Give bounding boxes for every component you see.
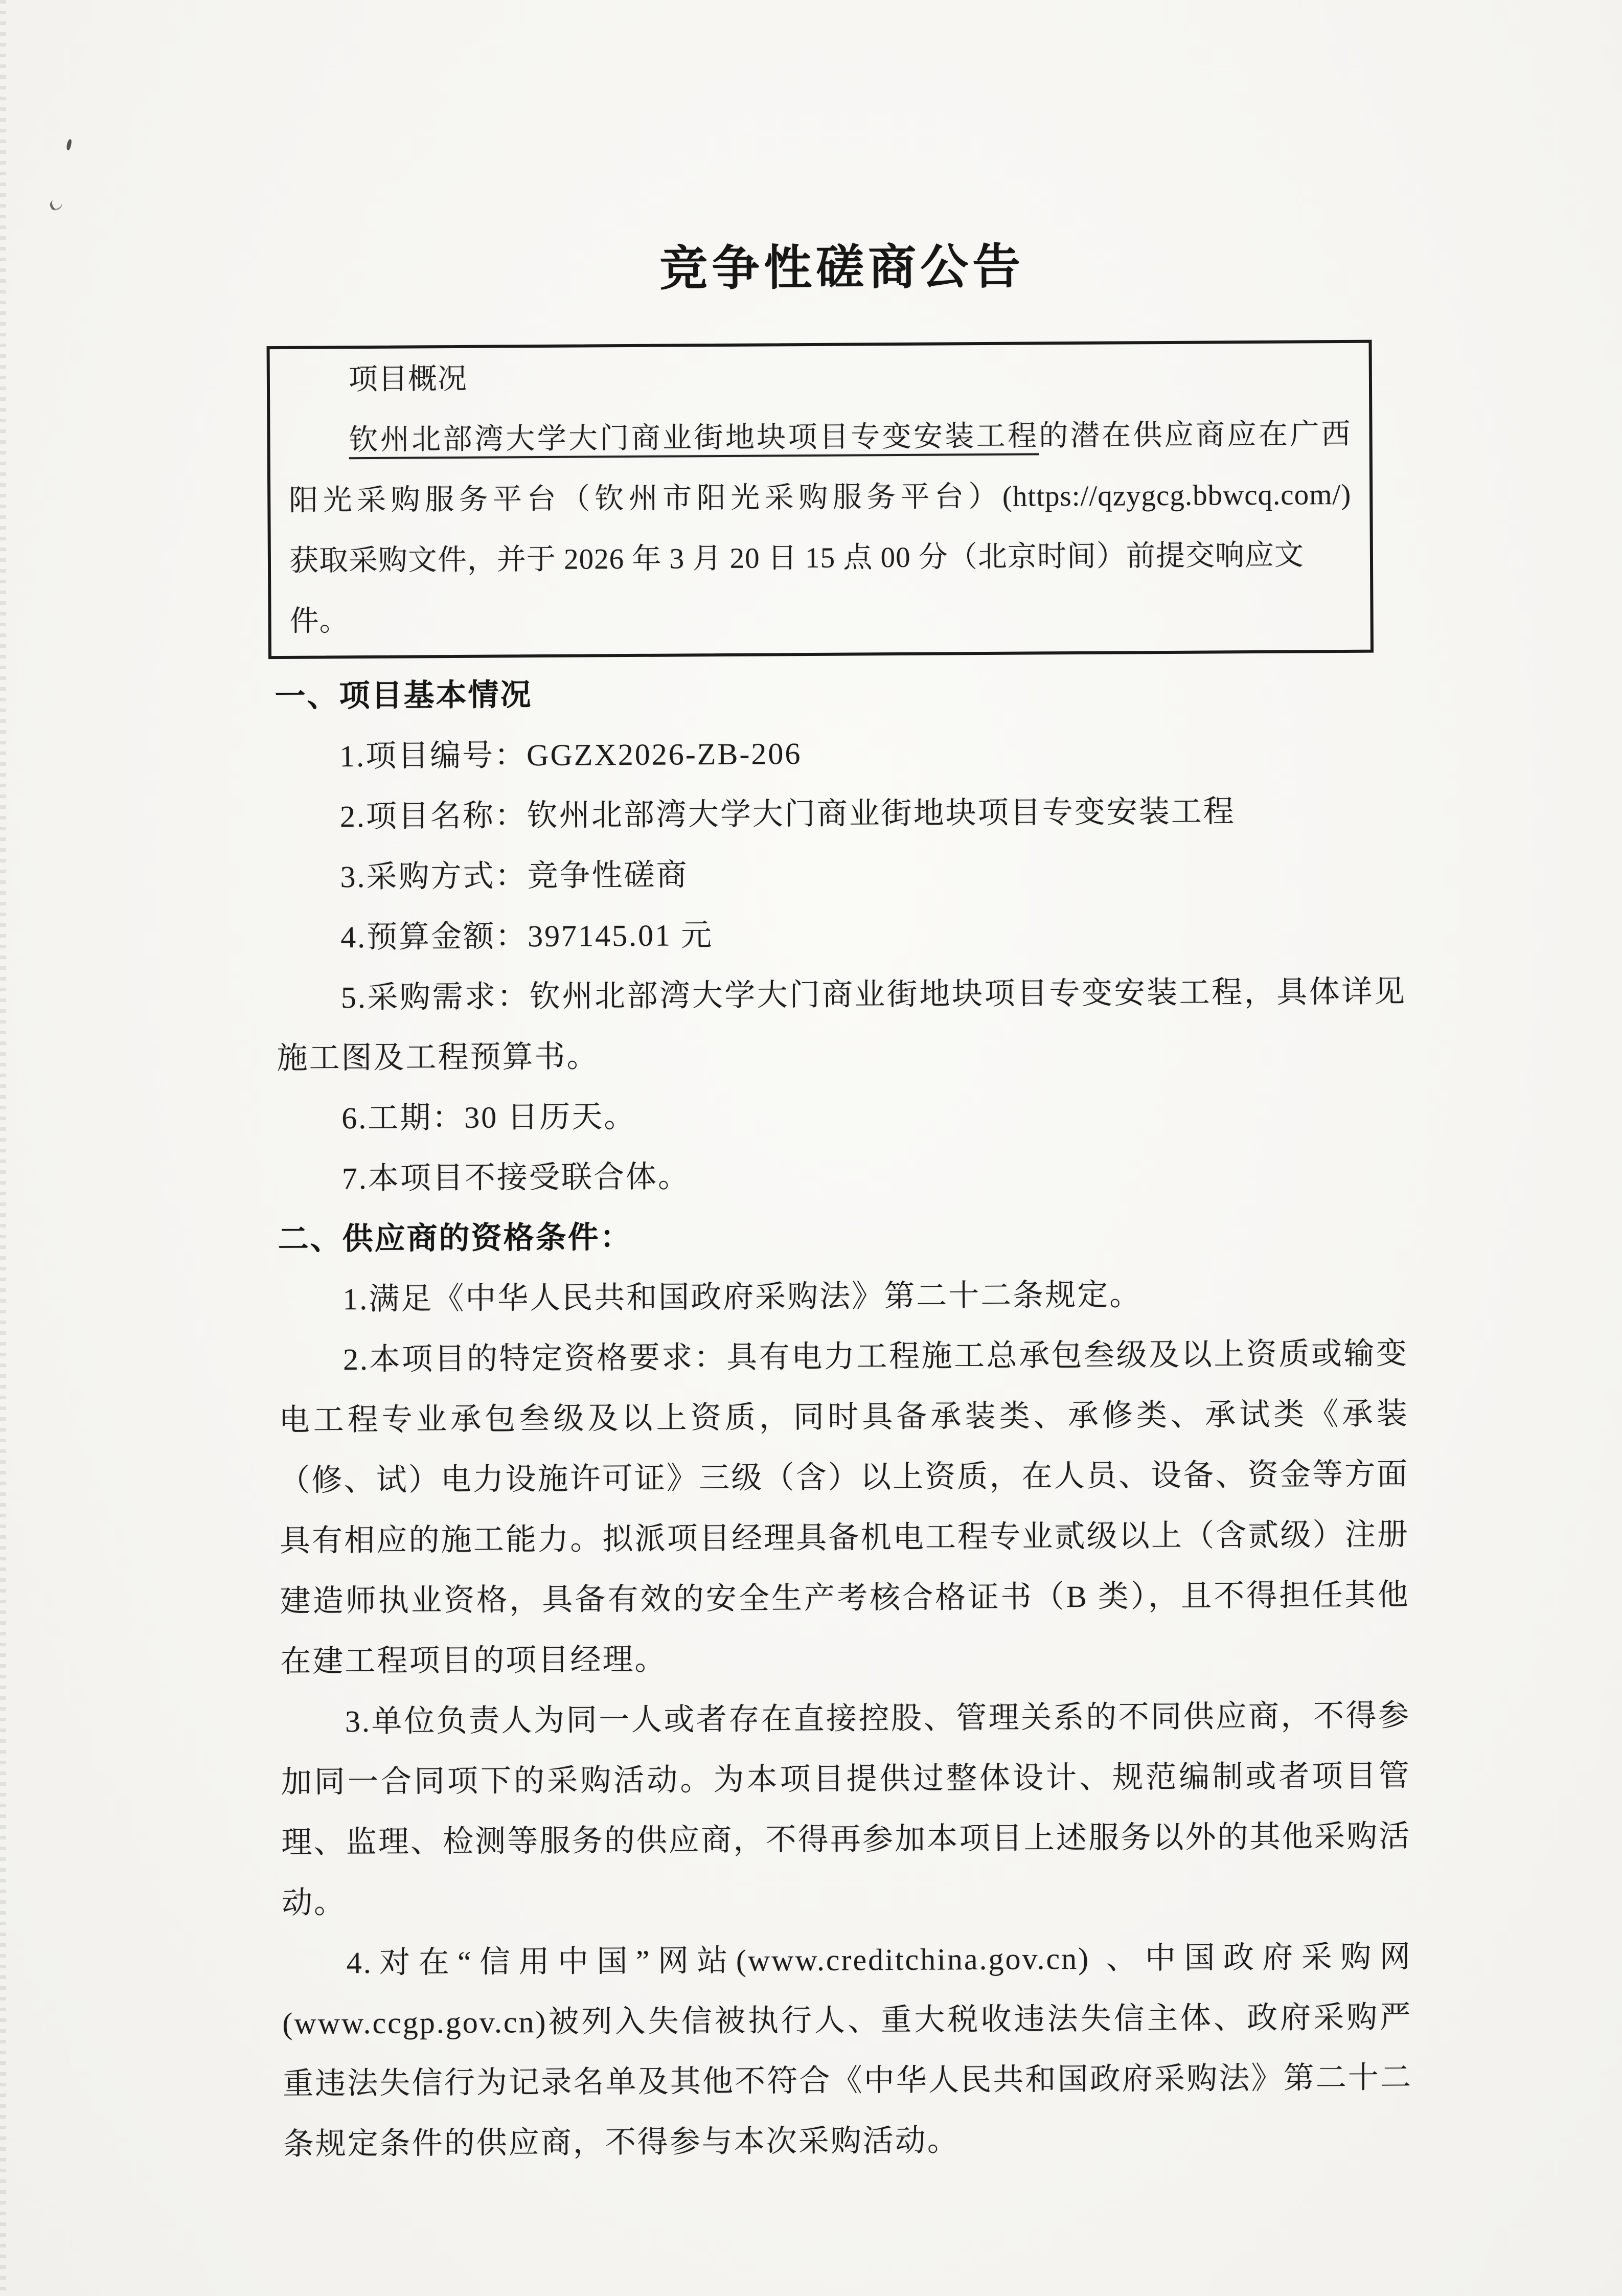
title-row — [31, 224, 1622, 302]
overview-line-2: 阳光采购服务平台（钦州市阳光采购服务平台）(https://qzygcg.bbwcq.com/) — [289, 478, 1352, 517]
item-no-consortium: 7.本项目不接受联合体。 — [341, 1160, 691, 1196]
item-project-name: 2.项目名称：钦州北部湾大学大门商业街地块项目专变安装工程 — [339, 794, 1236, 834]
item-construction-period: 6.工期：30 日历天。 — [341, 1099, 636, 1135]
item-qualification-law: 1.满足《中华人民共和国政府采购法》第二十二条规定。 — [342, 1278, 1142, 1316]
item-procurement-method: 3.采购方式：竞争性磋商 — [340, 858, 689, 894]
item-procurement-requirement: 5.采购需求：钦州北部湾大学大门商业街地块项目专变安装工程，具体详见施工图及工程预算书。 — [277, 974, 1407, 1076]
item-project-number: 1.项目编号：GGZX2026-ZB-206 — [339, 737, 802, 774]
item-qualification-credit: 4.对在“信用中国”网站(www.creditchina.gov.cn) 、中国政府采购网(www.ccgp.gov.cn)被列入失信被执行人、重大税收违法失信主体、政府采购严重违法失信行为记录名单及其他不符合《中华人民共和国政府采购法》第二十二条规定条件的供应商，不得参与本次采购活动。 — [282, 1940, 1413, 2161]
project-name-underlined: 钦州北部湾大学大门商业街地块项目专变安装工程 — [349, 420, 1039, 457]
overview-label: 项目概况 — [348, 362, 468, 396]
section-heading-supplier-qualifications: 二、供应商的资格条件： — [278, 1219, 632, 1258]
page-title: 竞争性磋商公告 — [659, 239, 1025, 297]
item-qualification-specific: 2.本项目的特定资格要求：具有电力工程施工总承包叁级及以上资质或输变电工程专业承包叁级及以上资质，同时具备承装类、承修类、承试类《承装（修、试）电力设施许可证》三级（含）以上资质，在人员、设备、资金等方面具有相应的施工能力。拟派项目经理具备机电工程专业贰级以上（含贰级）注册建造师执业资格，具备有效的安全生产考核合格证书（B 类），且不得担任其他在建工程项目的项目经理。 — [279, 1336, 1410, 1679]
overview-line-3: 获取采购文件，并于 2026 年 3 月 20 日 15 点 00 分（北京时间）前提交响应文件。 — [289, 539, 1305, 638]
document-body — [275, 660, 1413, 2174]
project-overview-box — [267, 340, 1374, 659]
overview-line-1-rest: 的潜在供应商应在广西 — [1039, 418, 1351, 452]
section-heading-basic-info: 一、项目基本情况 — [275, 677, 533, 715]
item-budget-amount: 4.预算金额：397145.01 元 — [340, 918, 714, 954]
overview-line-1 — [288, 404, 1351, 471]
item-qualification-same-person: 3.单位负责人为同一人或者存在直接控股、管理关系的不同供应商，不得参加同一合同项下的采购活动。为本项目提供过整体设计、规范编制或者项目管理、监理、检测等服务的供应商，不得再参加本项目上述服务以外的其他采购活动。 — [281, 1698, 1411, 1920]
